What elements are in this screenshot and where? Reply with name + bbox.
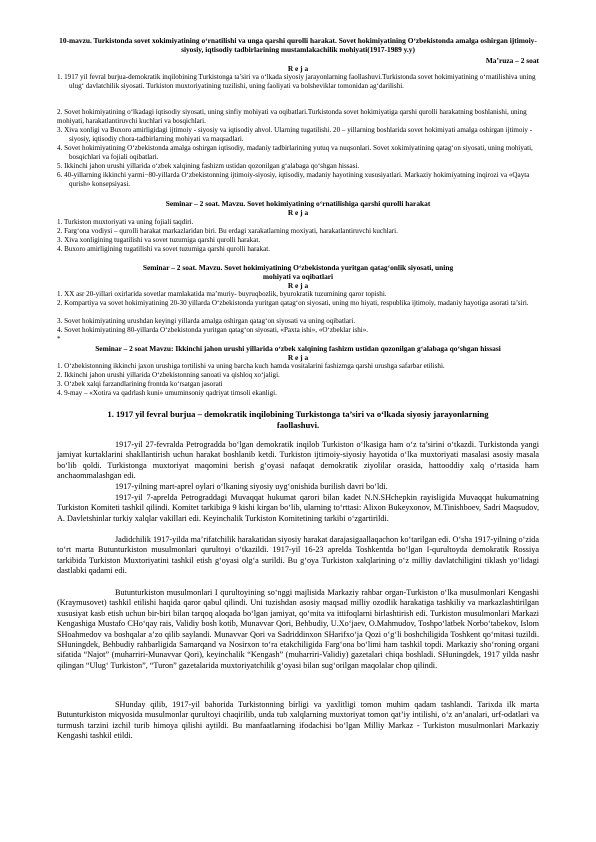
plan4-item-4: 4. 9-may – «Xotira va qadrlash kuni» umuminsoniy qadriyat timsoli ekanligi. bbox=[57, 389, 277, 397]
plan3-item-3: 3. Sovet hokimiyatining urushdan keyingi yillarda amalga oshirgan qatag‘on siyosati va uning oqibatlari. bbox=[57, 317, 356, 325]
plan1-item-1: 1. 1917 yil fevral burjua-demokratik inqilobining Turkistonga ta’siri va o‘lkada siyosiy jarayonlarning faollashuvi.Turkistonda sovet hokimiyatining o‘rnatilishiva uning ulug‘ davlatchilik siyosati. Turkiston muxtoriyatining tuzilishi, uning faoliyati va bolsheviklar tomonidan ag‘darilishi. bbox=[57, 73, 536, 90]
asterisk-mark: * bbox=[57, 335, 61, 343]
plan1-item-6: 6. 40-yillarning ikkinchi yarmi−80-yillarda O‘zbekistonning ijtimoiy-siyosiy, iqtisodiy, madaniy hayotining xususiyatlari. Markaziy hokimiyatning inqirozi va «Qayta qurish» konsepsiyasi. bbox=[57, 171, 530, 188]
seminar-heading-2-line2: mohiyati va oqibatlari bbox=[262, 272, 334, 281]
section-heading: 1. 1917 yil fevral burjua – demokratik inqilobining Turkistonga ta’siri va o‘lkada siyosiy jarayonlarning bbox=[107, 409, 489, 419]
plan2-item-1: 1. Turkiston muxtoriyati va uning fojiali taqdiri. bbox=[57, 218, 194, 226]
plan3-item-2: 2. Kompartiya va sovet hokimiyatining 20-30 yillarda O‘zbekistonda yuritgan qatag‘on siyosati, uning mo hiyati, respublika ijtimoiy, madaniy hayotiga asorati ta’siri. bbox=[57, 299, 529, 307]
body-paragraph-5: Butunturkiston musulmonlari I qurultoyining so‘nggi majlisida Markaziy rahbar organ-Turkiston o‘lka musulmonlari Kengashi (Kraymusovet) tashkil etilishi haqida qaror qabul qilindi. Uni tuzishdan asosiy maqsad milliy ozodlik harakatiga tashkiliy va markazlashtirilgan xususiyat kasb etish uchun bir-biri bilan tarqoq aloqada bo‘lgan jamiyat, qo‘mita va ittifoqlarni birlashtirish edi. Turkiston musulmonlari Markazi Kengashiga Mustafo CHo‘qay rais, Validiy bosh kotib, Munavvar Qori, Behbudiy, U.Xo‘jaev, O.Mahmudov, Toshpo‘latbek Norbo‘tabekov, Islom SHoahmedov va boshqalar a’zo qilib saylandi. Munavvar Qori va Sadriddinxon SHarifxo‘ja Qozi o‘g‘li boshchiligida Toshkent qo‘mitasi tuzildi. SHuningdek, Behbudiy rahbarligida Samarqand va Nosirxon to‘ra etakchiligida Farg‘ona bo‘limi ham tashkil topdi. Markaziy sho‘roning organi sifatida “Najot” (muharriri-Munavvar Qori), keyinchalik “Kengash” (muharriri-Validiy) gazetalari chiqa boshladi. SHuningdek, 1917 yilda nashr qilingan “Ulug‘ Turkiston”, “Turon” gazetalarida muxtoriyatchilik g‘oyasi bilan sug‘orilgan maqolalar chop qilindi. bbox=[57, 588, 539, 670]
plan4-item-3: 3. O‘zbek xalqi farzandlarining frontda ko‘rsatgan jasorati bbox=[57, 380, 223, 388]
section-heading-line2: faollashuvi. bbox=[276, 420, 320, 430]
plan-heading-1: R e j a bbox=[287, 64, 309, 73]
seminar-heading-2: Seminar – 2 soat. Mavzu. Sovet hokimiyatining O‘zbekistonda yuritgan qatag‘onlik siyosati, uning bbox=[142, 263, 454, 272]
lecture-hours: Ma’ruza – 2 soat bbox=[485, 56, 539, 65]
seminar-heading-3: Seminar – 2 soat Mavzu: Ikkinchi jahon urushi yillarida o‘zbek xalqining fashizm ustidan qozonilgan g‘alabaga qo‘shgan hissasi bbox=[95, 344, 501, 353]
plan2-item-2: 2. Farg‘ona vodiysi – qurolli harakat markazlaridan biri. Bu erdagi xarakatlarning moxiyati, harakatlantiruvchi kuchlari. bbox=[57, 227, 398, 235]
plan-heading-2: R e j a bbox=[287, 208, 309, 217]
plan3-item-1: 1. XX asr 20-yillari oxirlarida sovetlar mamlakatida ma’muriy- buyruqbozlik, byurokratik tuzumining qaror topishi. bbox=[57, 290, 387, 298]
body-paragraph-3: 1917-yil 7-aprelda Petrograddagi Muvaqqat hukumat qarori bilan kadet N.N.SHchepkin rayisligida Muvaqqat hukumatning Turkiston Komiteti tashkil qilindi. Komitet tarkibiga 9 kishi kirgan bo‘lib, ularning to‘rttasi: Alixon Bukeyxonov, M.Tinishboev, Sadri Maqsudov, A. Davletshinlar turkiy xalqlar vakillari edi. Keyinchalik Turkiston Komitetining tarkibi o‘zgartirildi. bbox=[57, 493, 539, 523]
body-paragraph-4: Jadidchilik 1917-yilda ma’rifatchilik harakatidan siyosiy harakat darajasigaallaqachon ko‘tarilgan edi. O‘sha 1917-yilning o‘zida to‘rt marta Butunturkiston musulmonlari qurultoyi o‘tkazildi. 1917-yil 16-23 aprelda Toshkentda bo‘lgan I-qurultoyda demokratik Rossiya tarkibida Turkiston Muxtoriyatini tashkil etish g‘oyasi olg‘a surildi. Bu g‘oya Turkiston xalqlarining o‘z milliy davlatchiligini tiklash yo‘lidagi dastlabki qadami edi. bbox=[57, 535, 539, 576]
plan4-item-2: 2. Ikkinchi jahon urushi yillarida O‘zbekistonning sanoati va qishloq xo‘jaligi. bbox=[57, 371, 280, 379]
plan1-item-3: 3. Xiva xonligi va Buxoro amirligidagi ijtimoiy - siyosiy va iqtisodiy ahvol. Ularning tugatilishi. 20 – yillarning boshlarida sovet hokimiyati amalga oshirgan ijtimoiy - siyosiy, iqtisodiy chora-tadbirlarning mohiyati va maqsadlari. bbox=[57, 126, 533, 143]
plan4-item-1: 1. O‘zbekistonning ikkinchi jaxon urushiga tortilishi va uning barcha kuch hamda vositalarini fashizmga qarshi urushga safarbar etilishi. bbox=[57, 362, 445, 370]
plan-heading-3: R e j a bbox=[287, 281, 309, 290]
document-title: 10-mavzu. Turkistonda sovet xokimiyatining o‘rnatilishi va unga qarshi qurolli harakat. Sovet hokimiyatining O‘zbekistonda amalga oshirgan ijtimoiy-siyosiy, iqtisodiy tadbirlarining mustamlakachilik mohiyati(1917-1989 y.y) bbox=[59, 36, 537, 54]
body-paragraph-6: SHunday qilib, 1917-yil bahorida Turkistonning birligi va yaxlitligi tomon muhim qadam tashlandi. Tarixda ilk marta Butunturkiston miqyosida musulmonlar qurultoyi chaqirilib, unda tub xalqlarning muxtoriyat tomon qat’iy intilishi, o‘z an’analari, urf-odatlari va turmush tarzini izchil turib himoya qilishi aytildi. Bu manfaatlarning ifodachisi bo‘lgan Milliy Markaz - Turkiston musulmonlari Markaziy Kengashi tashkil etildi. bbox=[57, 700, 539, 741]
plan1-item-2: 2. Sovet hokimiyatining o‘lkadagi iqtisodiy siyosati, uning sinfiy mohiyati va oqibatlari.Turkistonda sovet hokimiyatiga qarshi qurolli harakatning boshlanishi, uning mohiyati, harakatlantiruvchi kuchlari va bosqichlari. bbox=[57, 108, 527, 125]
plan2-item-3: 3. Xiva xonligining tugatilishi va sovet tuzumiga qarshi qurolli harakat. bbox=[57, 236, 261, 244]
plan-heading-4: R e j a bbox=[287, 353, 309, 362]
plan1-item-4: 4. Sovet hokimiyatining O‘zbekistonda amalga oshirgan iqtisodiy, madaniy tadbirlarining yutuq va nuqsonlari. Sovet xokimiyatining qatag‘on siyosati, uning mohiyati, bosqichlari va fojiali oqibatlari. bbox=[57, 144, 533, 161]
plan1-item-5: 5. Ikkinchi jahon urushi yillarida o‘zbek xalqining fashizm ustidan qozonilgan g‘alabaga qo‘shgan hissasi. bbox=[57, 162, 360, 170]
body-paragraph-1: 1917-yil 27-fevralda Petrogradda bo‘lgan demokratik inqilob Turkiston o‘lkasiga ham o‘z ta’sirini o‘tkazdi. Turkistonda yangi jamiyat kurtaklarini shakllantirish uchun harakat boshlanib ketdi. Turkiston ijtimoiy-siyosiy hayotida o‘lka muxtoriyati masalasi asosiy masala bo‘lib qoldi. Turkistonga muxtoriyat maqomini berish g‘oyasi nafaqat demokratik ziyolilar orasida, hattooddiy xalq o‘rtasida ham anchaommalashgan edi. bbox=[57, 440, 539, 481]
plan2-item-4: 4. Buxoro amirligining tugatilishi va sovet tuzumiga qarshi qurolli harakat. bbox=[57, 245, 270, 253]
plan3-item-4: 4. Sovet hokimiyatining 80-yillarda O‘zbekistonda yuritgan qatag‘on siyosati, «Paxta ishi», «O‘zbeklar ishi». bbox=[57, 326, 369, 334]
body-paragraph-2: 1917-yilning mart-aprel oylari o‘lkaning siyosiy uyg‘onishida burilish davri bo‘ldi. bbox=[115, 482, 388, 491]
seminar-heading-1: Seminar – 2 soat. Mavzu. Sovet hokimiyatining o‘rnatilishiga qarshi qurolli harakat bbox=[165, 199, 431, 208]
